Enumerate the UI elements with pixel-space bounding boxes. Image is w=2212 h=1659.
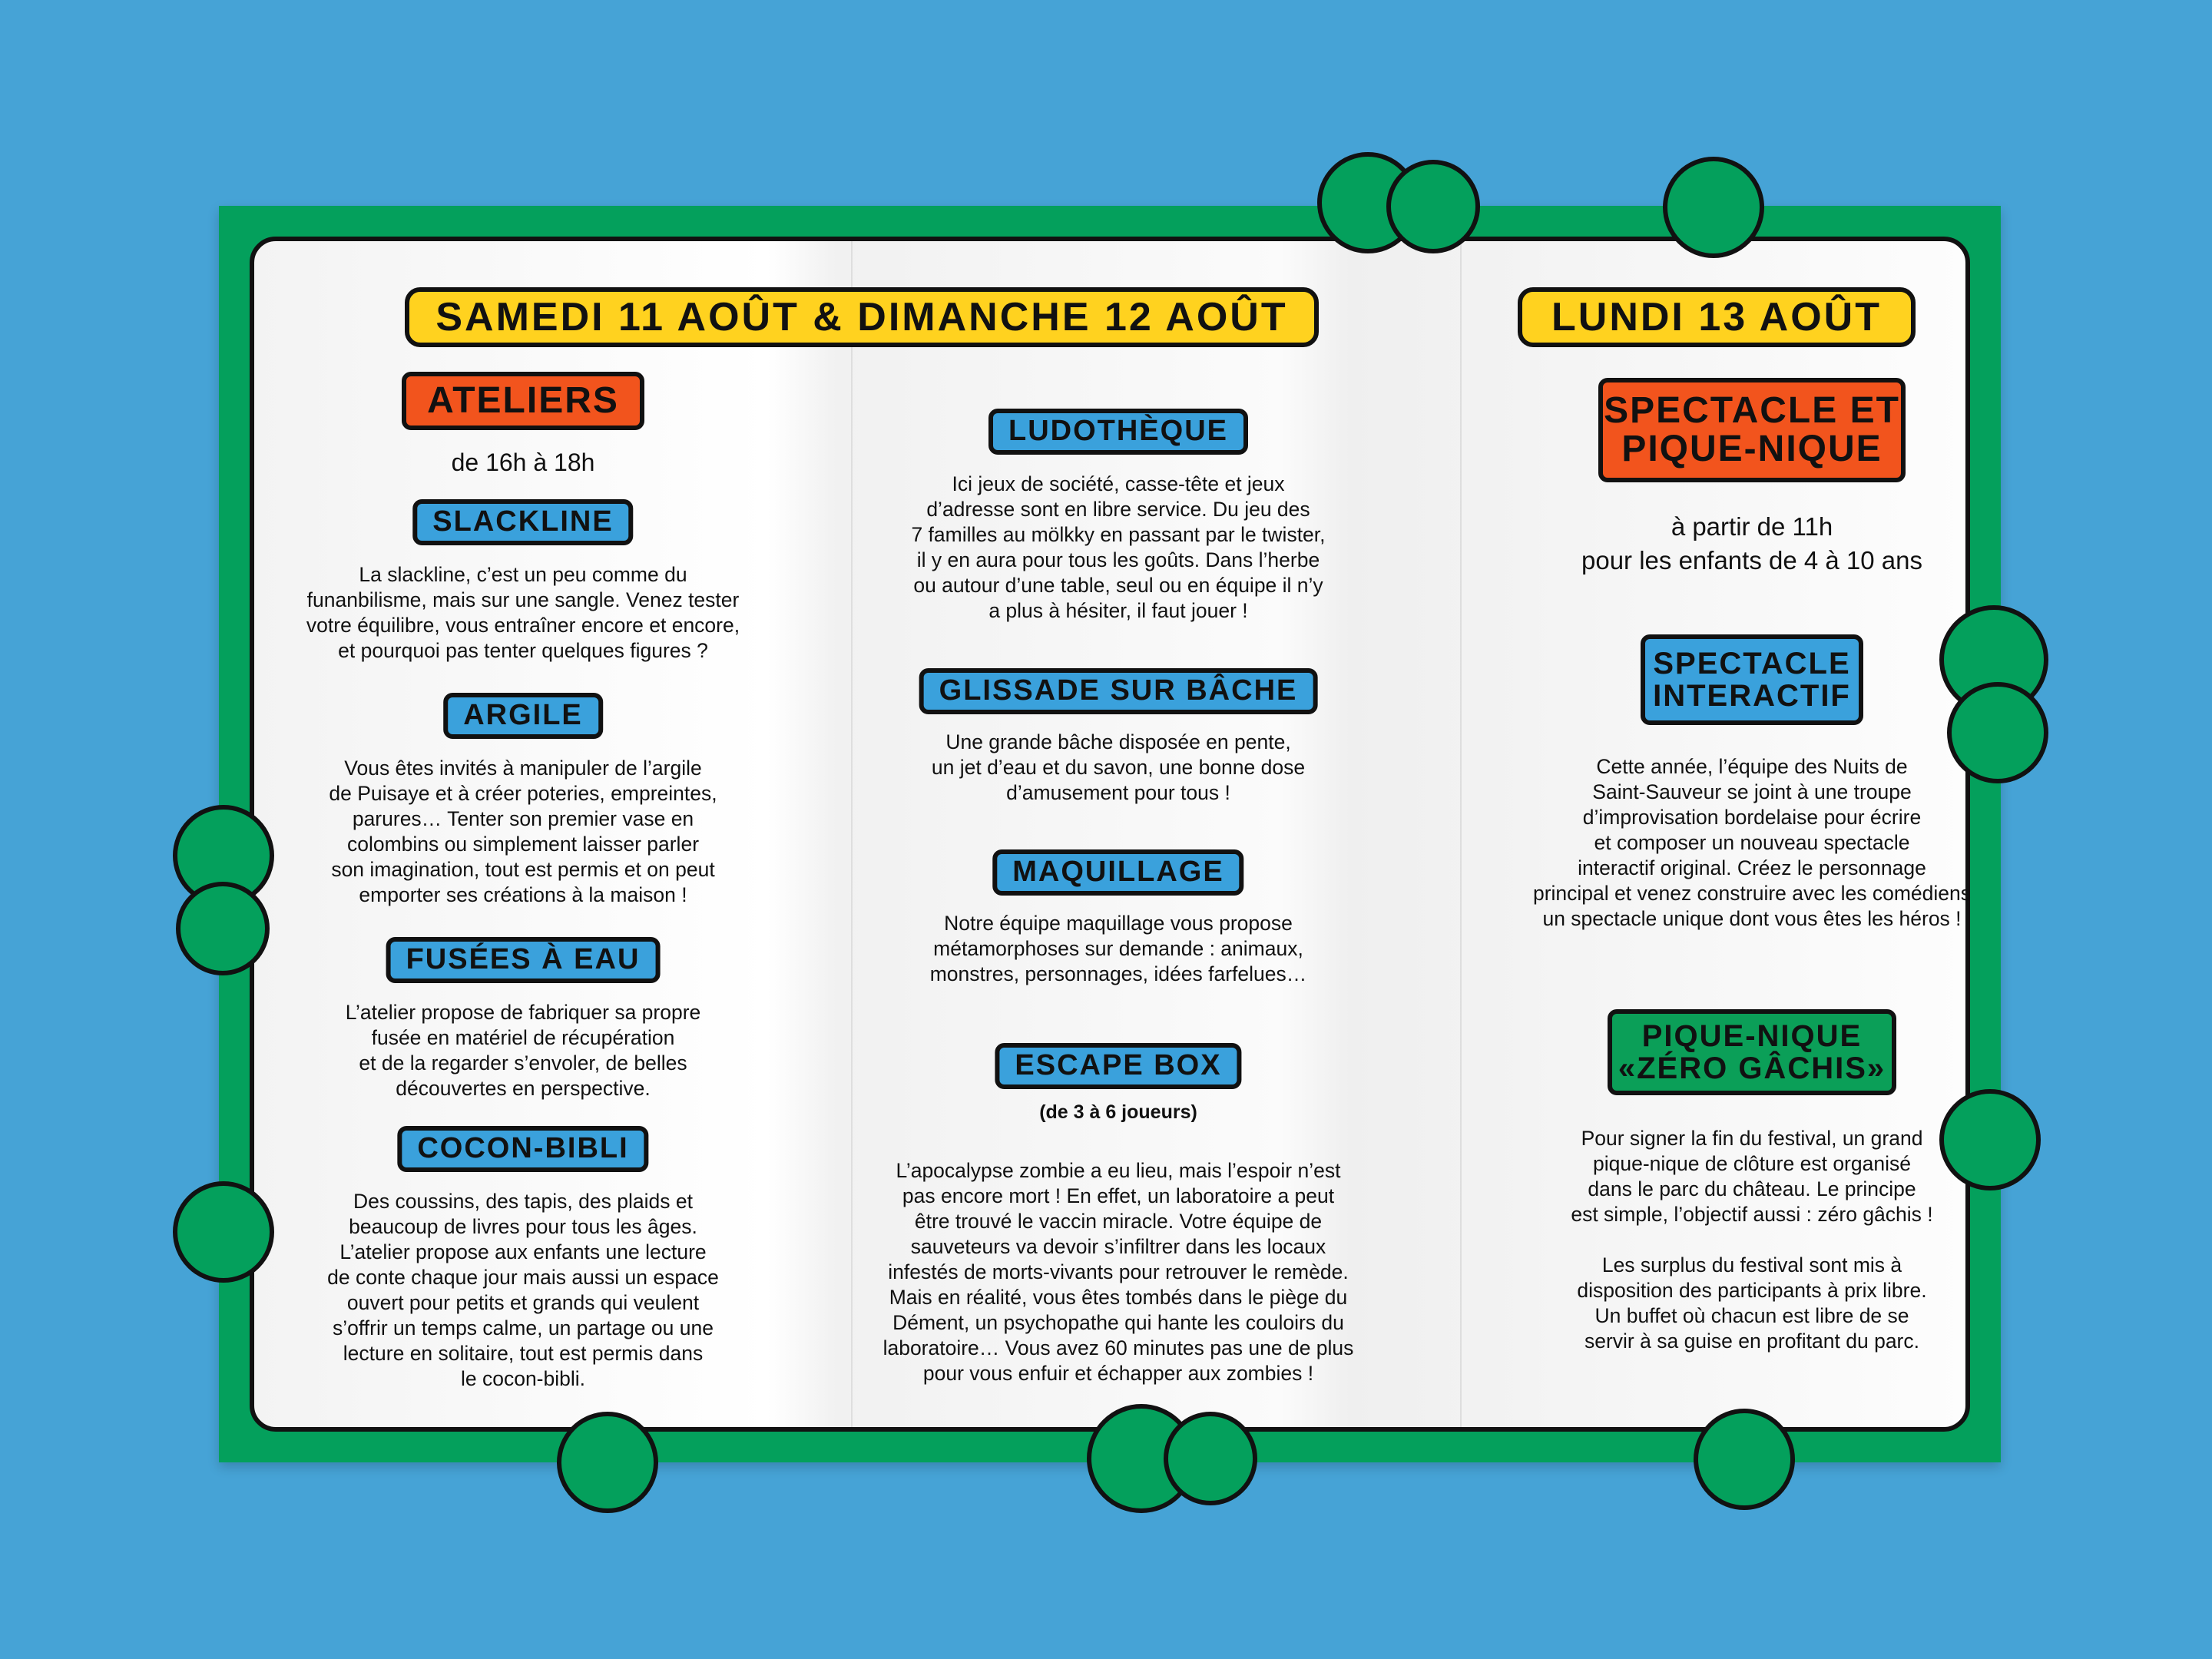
ludotheque-text: Ici jeux de société, casse-tête et jeux d’adresse sont en libre service. Du jeu des 7 familles au mölkky en passant par le twister, il y en aura pour tous les goûts. Dans l’herbe ou autour d’une table, seul ou en équipe il n’y a plus à hésiter, il faut jouer ! — [911, 472, 1326, 622]
bush-decoration — [557, 1412, 658, 1513]
monday-header: LUNDI 13 AOÛT — [1518, 287, 1916, 347]
glissade-text: Une grande bâche disposée en pente, un jet d’eau et du savon, une bonne dose d’amusement pour tous ! — [931, 730, 1306, 804]
fold-line — [1460, 241, 1462, 1427]
argile-text: Vous êtes invités à manipuler de l’argile de Puisaye et à créer poteries, empreintes, parures… Tenter son premier vase en colombins ou simplement laisser parler son imagination, tout est permis et on peut emporter ses créations à la maison ! — [329, 757, 717, 906]
cocon-bibli-tag: COCON-BIBLI — [397, 1126, 648, 1172]
glissade-tag: GLISSADE SUR BÂCHE — [919, 668, 1318, 714]
escape-box-text: L’apocalypse zombie a eu lieu, mais l’espoir n’est pas encore mort ! En effet, un laboratoire a peut être trouvé le vaccin miracle. Votre équipe de sauveteurs va devoir s’infiltrer dans les locaux infestés de morts-vivants pour retrouver le remède. Mais en réalité, vous êtes tombés dans le piège du Dément, un psychopathe qui hante les couloirs du laboratoire… Vous avez 60 minutes pas une de plus pour vous enfuir et échapper aux zombies ! — [882, 1159, 1354, 1385]
slackline-tag: SLACKLINE — [412, 499, 633, 545]
ludotheque-tag: LUDOTHÈQUE — [988, 409, 1248, 455]
bush-decoration — [1164, 1412, 1257, 1505]
spectacle-interactif-tag — [1641, 634, 1863, 725]
cocon-bibli-text: Des coussins, des tapis, des plaids et beaucoup de livres pour tous les âges. L’atelier propose aux enfants une lecture de conte chaque jour mais aussi un espace ouvert pour petits et grands qui veulent s’offrir un temps calme, un partage ou une lecture en solitaire, tout est permis dans le cocon-bibli. — [327, 1190, 719, 1390]
escape-box-tag: ESCAPE BOX — [995, 1043, 1241, 1089]
spectacle-interactif-text: Cette année, l’équipe des Nuits de Saint-Sauveur se joint à une troupe d’improvisation bordelaise pour écrire et composer un nouveau spectacle interactif original. Créez le personnage principal et venez construire avec les comédiens un spectacle unique dont vous êtes les héros ! — [1532, 755, 1972, 930]
fold-line — [851, 241, 853, 1427]
bush-decoration — [173, 1181, 274, 1283]
column-ateliers — [285, 241, 761, 1427]
pique-nique-text: Pour signer la fin du festival, un grand pique-nique de clôture est organisé dans le parc du château. Le principe est simple, l’objectif aussi : zéro gâchis ! Les surplus du festival sont mis à disposition des participants à prix libre. Un buffet où chacun est libre de se servir à sa guise en profitant du parc. — [1571, 1127, 1933, 1353]
pique-nique-line2: «ZÉRO GÂCHIS» — [1618, 1051, 1886, 1085]
bush-decoration — [1694, 1409, 1795, 1510]
bush-decoration — [1386, 160, 1480, 253]
pique-nique-tag — [1608, 1009, 1896, 1095]
escape-box-players: (de 3 à 6 joueurs) — [1039, 1101, 1197, 1123]
pique-nique-line1: PIQUE-NIQUE — [1641, 1019, 1863, 1053]
argile-tag: ARGILE — [443, 693, 603, 739]
fusees-tag: FUSÉES À EAU — [386, 937, 661, 983]
column-monday — [1498, 241, 2005, 1427]
spectacle-interactif-line2: INTERACTIF — [1653, 679, 1851, 713]
spectacle-pique-nique-subtitle: à partir de 11h pour les enfants de 4 à 10 ans — [1581, 512, 1922, 575]
bush-decoration — [1947, 682, 2048, 783]
ateliers-time: de 16h à 18h — [451, 449, 595, 476]
spectacle-interactif-line1: SPECTACLE — [1653, 647, 1851, 680]
bush-decoration — [1663, 157, 1764, 258]
spectacle-pique-nique-line2: PIQUE-NIQUE — [1621, 429, 1883, 469]
ateliers-tag: ATELIERS — [402, 372, 644, 430]
maquillage-tag: MAQUILLAGE — [992, 849, 1243, 896]
fusees-text: L’atelier propose de fabriquer sa propre fusée en matériel de récupération et de la regarder s’envoler, de belles découvertes en perspective. — [345, 1001, 701, 1100]
bush-decoration — [176, 882, 270, 975]
weekend-header: SAMEDI 11 AOÛT & DIMANCHE 12 AOÛT — [405, 287, 1319, 347]
brochure — [219, 206, 2001, 1462]
bush-decoration — [1939, 1089, 2041, 1190]
column-activities — [865, 241, 1372, 1427]
spectacle-pique-nique-tag — [1598, 378, 1906, 482]
spectacle-pique-nique-line1: SPECTACLE ET — [1604, 389, 1900, 431]
brochure-page — [250, 237, 1970, 1432]
maquillage-text: Notre équipe maquillage vous propose métamorphoses sur demande : animaux, monstres, personnages, idées farfelues… — [929, 912, 1307, 985]
slackline-text: La slackline, c’est un peu comme du funanbilisme, mais sur une sangle. Venez tester votre équilibre, vous entraîner encore et encore, et pourquoi pas tenter quelques figures ? — [306, 563, 740, 662]
